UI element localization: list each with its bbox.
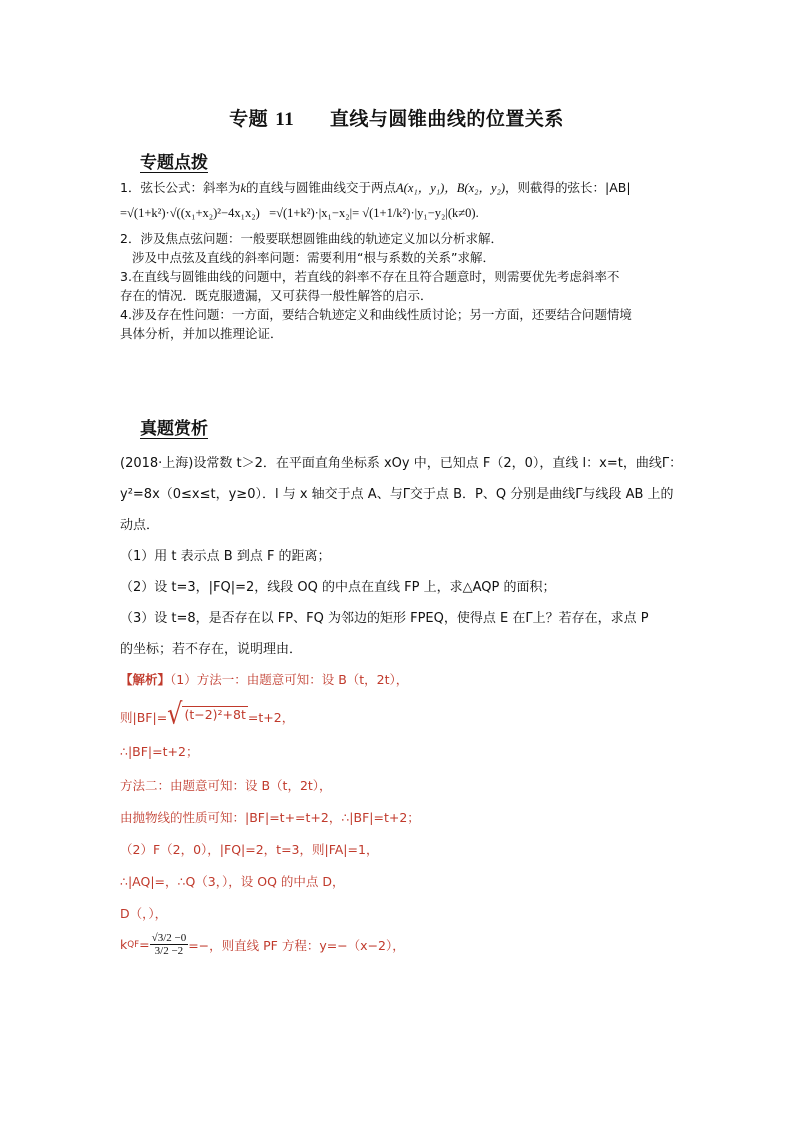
bf-sqrt [167, 697, 248, 731]
tip-4-line-2: 具体分析，并加以推理论证． [120, 326, 283, 341]
tip-2: 2．涉及焦点弦问题：一般要联想圆锥曲线的轨迹定义加以分析求解． [120, 231, 503, 246]
tip-1-points: A(x₁，y₁)，B(x₂，y₂) [396, 181, 506, 195]
slope-equals: = [139, 937, 150, 952]
solution-line-9 [120, 932, 405, 957]
question-2: （2）设 t=3，|FQ|=2，线段 OQ 的中点在直线 FP 上，求△AQP 的面积； [120, 580, 556, 595]
formula-part-b: =√(1+k²)·|x₁−x₂|= [269, 206, 360, 220]
question-1: （1）用 t 表示点 B 到点 F 的距离； [120, 549, 331, 564]
bf-radicand: (t−2)²+8t [184, 707, 246, 722]
page-title [0, 104, 793, 131]
formula-part-a: =√(1+k²)·√((x₁+x₂)²−4x₁x₂) [120, 206, 260, 220]
solution-text-1: （1）方法一：由题意可知：设 B（t，2t）， [170, 672, 409, 687]
tip-1-text-b: 的直线与圆锥曲线交于两点 [246, 180, 397, 195]
formula-part-c: √(1+1/k²)·|y₁−y₂|(k≠0). [362, 206, 479, 220]
problem-line-1: (2018·上海)设常数 t＞2．在平面直角坐标系 xOy 中，已知点 F（2，0），直线 l：x=t，曲线Γ： [120, 456, 683, 471]
solution-line-7: ∴|AQ|=，∴Q（3，），设 OQ 的中点 D， [120, 874, 345, 889]
solution-line-4: 方法二：由题意可知：设 B（t，2t）， [120, 778, 332, 793]
tip-1-k: k [240, 181, 247, 195]
tip-2b: 涉及中点弦及直线的斜率问题：需要利用“根与系数的关系”求解． [132, 250, 495, 265]
solution-line-5: 由抛物线的性质可知：|BF|=t+=t+2，∴|BF|=t+2； [120, 810, 420, 825]
section-heading-tips: 专题点拨 [140, 153, 208, 173]
tip-1-text-c: ，则截得的弦长：|AB| [505, 180, 631, 195]
solution-tag: 【解析】 [120, 672, 171, 687]
bf-prefix: 则|BF|= [120, 710, 168, 725]
slope-subscript: QF [127, 939, 140, 950]
slope-fraction [150, 932, 189, 957]
question-3-line-2: 的坐标；若不存在，说明理由． [120, 642, 303, 657]
title-text: 直线与圆锥曲线的位置关系 [329, 108, 564, 130]
slope-k: k [120, 937, 128, 952]
title-prefix: 专题 [229, 108, 269, 130]
section-heading-exam: 真题赏析 [140, 419, 208, 439]
tip-4-line-1: 4.涉及存在性问题：一方面，要结合轨迹定义和曲线性质讨论；另一方面，还要结合问题情境 [120, 307, 632, 322]
question-3-line-1: （3）设 t=8，是否存在以 FP、FQ 为邻边的矩形 FPEQ，使得点 E 在Γ上？若存在，求点 P [120, 611, 649, 626]
tip-1-line-1 [120, 178, 680, 198]
solution-line-2 [120, 697, 295, 731]
solution-block [120, 670, 680, 1010]
tips-block [120, 178, 680, 343]
bf-result: =t+2， [247, 710, 295, 725]
problem-line-3: 动点． [120, 518, 160, 533]
title-number: 11 [275, 109, 295, 130]
problem-block [120, 448, 690, 665]
tip-3-line-1: 3.在直线与圆锥曲线的问题中，若直线的斜率不存在且符合题意时，则需要优先考虑斜率不 [120, 269, 620, 284]
slope-denominator: 3/2 −2 [154, 945, 184, 957]
solution-line-6: （2）F（2，0），|FQ|=2，t=3，则|FA|=1， [120, 842, 379, 857]
solution-line-8: D（，）， [120, 906, 168, 921]
line-pf-equation: =−，则直线 PF 方程：y=−（x−2）， [188, 937, 405, 953]
solution-line-3: ∴|BF|=t+2； [120, 744, 199, 759]
sqrt-icon: √ [167, 697, 183, 731]
problem-line-2: y²=8x（0≤x≤t，y≥0）．l 与 x 轴交于点 A、与Γ交于点 B．P、Q 分别是曲线Γ与线段 AB 上的 [120, 487, 674, 502]
tip-3-line-2: 存在的情况．既克服遗漏，又可获得一般性解答的启示． [120, 288, 433, 303]
tip-1-text-a: 1．弦长公式：斜率为 [120, 180, 241, 195]
tip-1-formula [120, 204, 680, 223]
solution-line-1 [120, 670, 408, 688]
slope-numerator: √3/2 −0 [151, 932, 187, 944]
